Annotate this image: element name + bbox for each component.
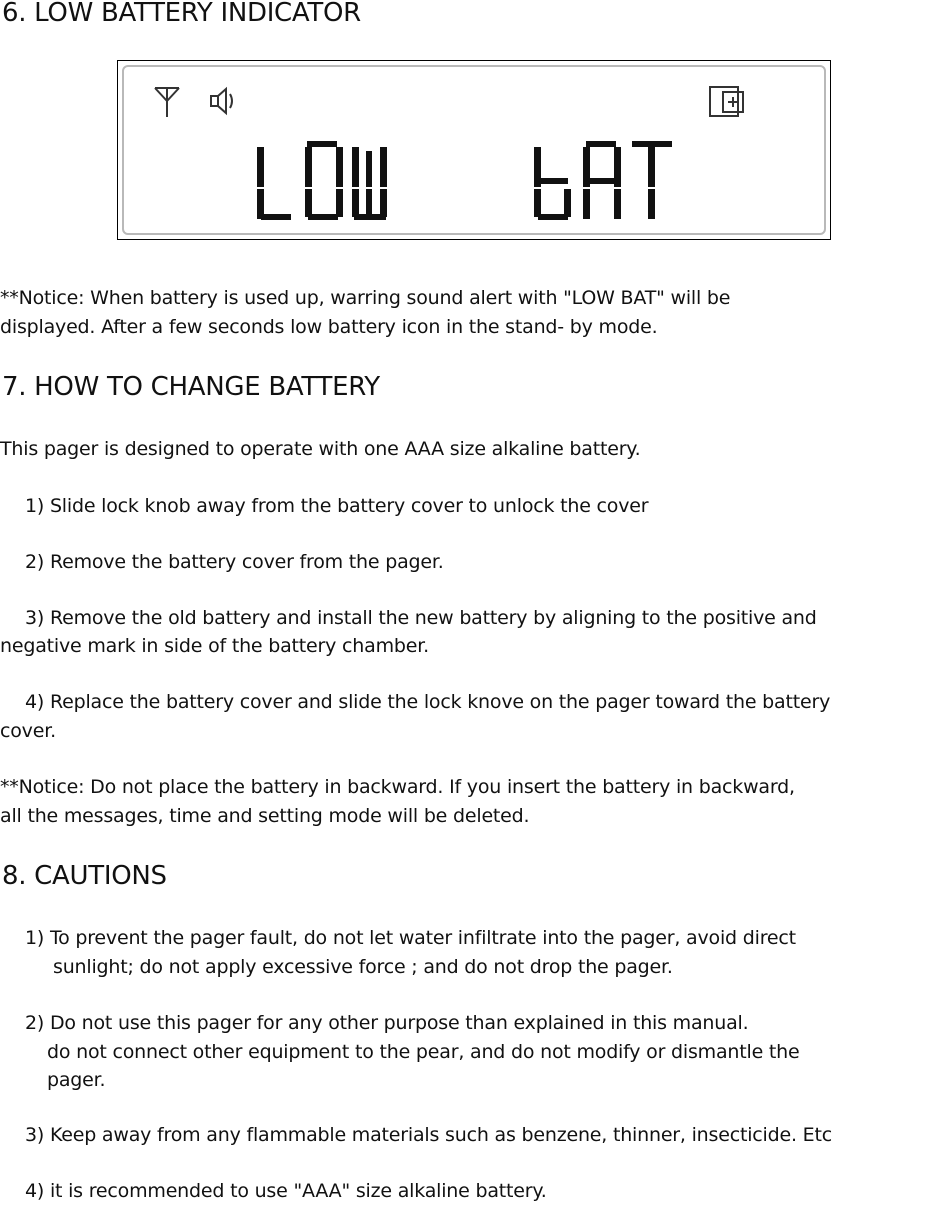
battery-icon (710, 87, 743, 116)
change-battery-notice (0, 773, 795, 802)
section-heading-change-battery: 7. HOW TO CHANGE BATTERY (2, 372, 380, 402)
notice-label: **Notice (0, 776, 79, 798)
lcd-segment-text (257, 141, 672, 220)
caution-2-line3: pager. (47, 1069, 106, 1091)
lcd-display-image (117, 60, 831, 240)
notice-text-line1: : Do not place the battery in backward. If you insert the battery in backward, (78, 776, 795, 798)
low-battery-notice-line2: displayed. After a few seconds low battery icon in the stand- by mode. (0, 316, 658, 338)
caution-1: 1) To prevent the pager fault, do not let water infiltrate into the pager, avoid direct (25, 927, 796, 949)
section-heading-low-battery: 6. LOW BATTERY INDICATOR (2, 0, 361, 28)
caution-2-line2: do not connect other equipment to the pear, and do not modify or dismantle the (47, 1041, 800, 1063)
notice-text-line1: : When battery is used up, warring sound alert with "LOW BAT" will be (78, 287, 731, 309)
change-battery-step-1: 1) Slide lock knob away from the battery cover to unlock the cover (25, 495, 649, 517)
low-battery-notice (0, 284, 730, 313)
caution-1-line2: sunlight; do not apply excessive force ; and do not drop the pager. (53, 956, 673, 978)
change-battery-step-4: 4) Replace the battery cover and slide the lock knove on the pager toward the battery (25, 691, 831, 713)
lcd-display-graphic (118, 61, 832, 241)
change-battery-step-3-line2: negative mark in side of the battery chamber. (0, 635, 429, 657)
change-battery-intro: This pager is designed to operate with one AAA size alkaline battery. (0, 438, 641, 460)
caution-2: 2) Do not use this pager for any other purpose than explained in this manual. (25, 1012, 749, 1034)
caution-3: 3) Keep away from any flammable materials such as benzene, thinner, insecticide. Etc (25, 1124, 832, 1146)
notice-label: **Notice (0, 287, 79, 309)
antenna-icon (155, 88, 179, 117)
change-battery-step-4-line2: cover. (0, 720, 56, 742)
section-heading-cautions: 8. CAUTIONS (2, 861, 167, 891)
caution-4: 4) it is recommended to use "AAA" size alkaline battery. (25, 1180, 547, 1202)
change-battery-step-2: 2) Remove the battery cover from the pager. (25, 551, 444, 573)
change-battery-notice-line2: all the messages, time and setting mode will be deleted. (0, 805, 530, 827)
speaker-icon (211, 89, 232, 113)
change-battery-step-3: 3) Remove the old battery and install the new battery by aligning to the positive and (25, 607, 817, 629)
